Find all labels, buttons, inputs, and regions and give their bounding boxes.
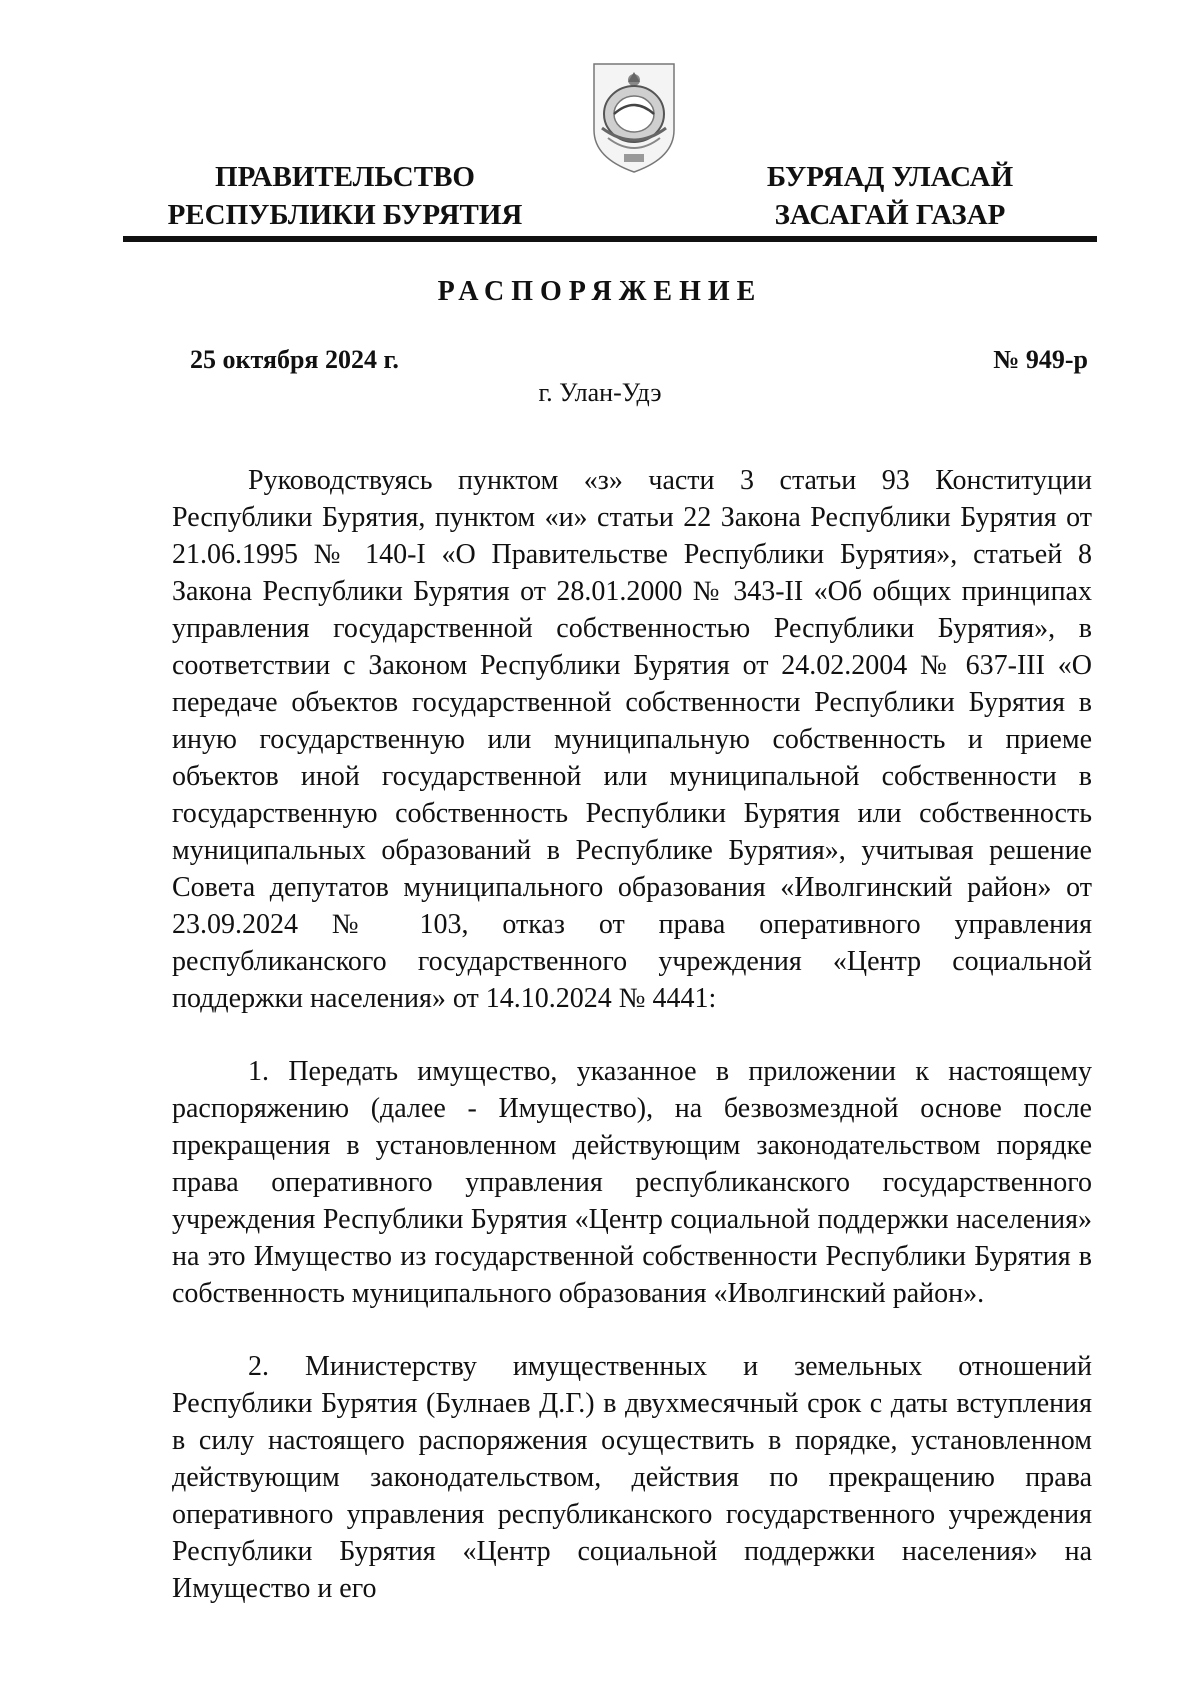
issuer-line: БУРЯАД УЛАСАЙ [766,161,1014,193]
header-divider [123,236,1097,242]
item-1-paragraph: 1. Передать имущество, указанное в приложении к настоящему распоряжению (далее - Имущество), на безвозмездной основе после прекращения в установленном действующим законодательством порядке права оперативного управления республиканского государственного учреждения Республики Бурятия «Центр социальной поддержки населения» на это Имущество из государственной собственности Республики Бурятия в собственность муниципального образования «Иволгинский район». [172,1056,1092,1309]
document-title: РАСПОРЯЖЕНИЕ [437,276,763,307]
document-city: г. Улан-Удэ [538,378,662,407]
document-date: 25 октября 2024 г. [190,345,399,374]
issuer-name-buryat [740,158,1040,234]
document-body [172,462,1092,1607]
issuer-name-russian [160,158,530,234]
issuer-line: ПРАВИТЕЛЬСТВО [215,161,475,193]
document-number: № 949-р [993,345,1088,374]
coat-of-arms-icon [588,58,680,176]
item-2-paragraph: 2. Министерству имущественных и земельных отношений Республики Бурятия (Булнаев Д.Г.) в двухмесячный срок с даты вступления в силу настоящего распоряжения осуществить в порядке, установленном действующим законодательством, действия по прекращению права оперативного управления республиканского государственного учреждения Республики Бурятия «Центр социальной поддержки населения» на Имущество и его [172,1351,1092,1604]
issuer-line: РЕСПУБЛИКИ БУРЯТИЯ [167,199,523,231]
issuer-line: ЗАСАГАЙ ГАЗАР [774,199,1006,231]
preamble-paragraph: Руководствуясь пунктом «з» части 3 статьи 93 Конституции Республики Бурятия, пунктом «и» статьи 22 Закона Республики Бурятия от 21.06.1995 № 140-I «О Правительстве Республики Бурятия», статьей 8 Закона Республики Бурятия от 28.01.2000 № 343-II «Об общих принципах управления государственной собственностью Республики Бурятия», в соответствии с Законом Республики Бурятия от 24.02.2004 № 637-III «О передаче объектов государственной собственности Республики Бурятия в иную государственную или муниципальную собственность и приеме объектов иной государственной или муниципальной собственности в государственную собственность Республики Бурятия или собственность муниципальных образований в Республике Бурятия», учитывая решение Совета депутатов муниципального образования «Иволгинский район» от 23.09.2024 № 103, отказ от права оперативного управления республиканского государственного учреждения «Центр социальной поддержки населения» от 14.10.2024 № 4441: [172,465,1092,1014]
